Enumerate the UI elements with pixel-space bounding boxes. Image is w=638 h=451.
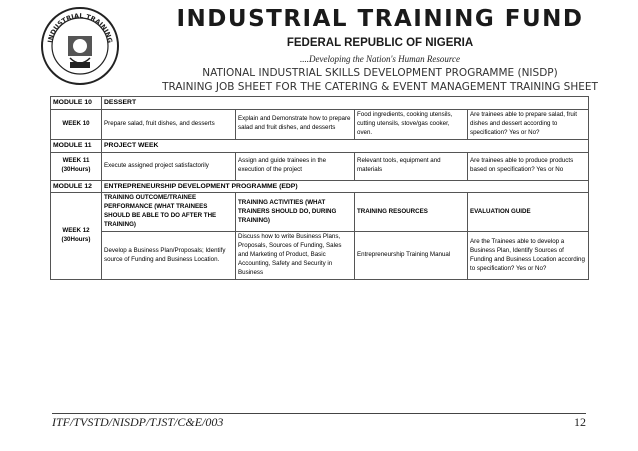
activities-cell: Assign and guide trainees in the execution of the project bbox=[236, 152, 355, 180]
week-row bbox=[51, 232, 589, 280]
week-cell bbox=[51, 152, 102, 180]
evaluation-cell: Are trainees able to prepare salad, fruit dishes and dessert according to specification? Yes or No? bbox=[468, 109, 589, 139]
outcome-header: TRAINING OUTCOME/TRAINEE PERFORMANCE (WHAT TRAINEES SHOULD BE ABLE TO DO AFTER THE TRAINING) bbox=[102, 193, 236, 232]
evaluation-cell: Are trainees able to produce products based on specification? Yes or No bbox=[468, 152, 589, 180]
page-subtitle: FEDERAL REPUBLIC OF NIGERIA bbox=[286, 37, 474, 49]
week-cell bbox=[51, 193, 102, 280]
resources-cell: Entrepreneurship Training Manual bbox=[355, 232, 468, 280]
svg-text:INDUSTRIAL TRAINING FUND: INDUSTRIAL TRAINING bbox=[46, 11, 114, 44]
module-label: MODULE 10 bbox=[51, 97, 102, 110]
footer-divider bbox=[52, 413, 586, 414]
week-label: WEEK 12 bbox=[62, 227, 90, 235]
page-motto: ....Developing the Nation's Human Resource bbox=[299, 54, 461, 64]
resources-header: TRAINING RESOURCES bbox=[355, 193, 468, 232]
resources-cell: Relevant tools, equipment and materials bbox=[355, 152, 468, 180]
activities-cell: Explain and Demonstrate how to prepare salad and fruit dishes, and desserts bbox=[236, 109, 355, 139]
page-number: 12 bbox=[574, 415, 586, 429]
module-title: PROJECT WEEK bbox=[102, 139, 589, 152]
module-title: ENTREPRENEURSHIP DEVELOPMENT PROGRAMME (EDP) bbox=[102, 180, 589, 193]
evaluation-cell: Are the Trainees able to develop a Business Plan, Identify Sources of Funding and Business Location according to specification? Yes or No? bbox=[468, 232, 589, 280]
outcome-cell: Prepare salad, fruit dishes, and desserts bbox=[102, 109, 236, 139]
module-row bbox=[51, 97, 589, 110]
week-label: WEEK 11 bbox=[62, 157, 90, 165]
resources-cell: Food ingredients, cooking utensils, cutting utensils, stove/gas cooker, oven. bbox=[355, 109, 468, 139]
module-label: MODULE 11 bbox=[51, 139, 102, 152]
week-label: WEEK 10 bbox=[51, 109, 102, 139]
programme-title: NATIONAL INDUSTRIAL SKILLS DEVELOPMENT PROGRAMME (NISDP) bbox=[202, 67, 558, 79]
week-row bbox=[51, 109, 589, 139]
week-hours: (30Hours) bbox=[61, 166, 91, 174]
itf-seal-logo bbox=[40, 6, 120, 86]
page-title: INDUSTRIAL TRAINING FUND bbox=[176, 6, 584, 32]
module-label: MODULE 12 bbox=[51, 180, 102, 193]
training-job-sheet-table bbox=[50, 96, 589, 280]
activities-cell: Discuss how to write Business Plans, Proposals, Sources of Funding, Sales and Marketing of Product, Basic Accounting, Safety and Security in Business bbox=[236, 232, 355, 280]
document-code: ITF/TVSTD/NISDP/TJST/C&E/003 bbox=[52, 415, 224, 429]
evaluation-header: EVALUATION GUIDE bbox=[468, 193, 589, 232]
module-row bbox=[51, 180, 589, 193]
module-title: DESSERT bbox=[102, 97, 589, 110]
module-row bbox=[51, 139, 589, 152]
outcome-cell: Execute assigned project satisfactorily bbox=[102, 152, 236, 180]
activities-header: TRAINING ACTIVITIES (WHAT TRAINERS SHOULD DO, DURING TRAINING) bbox=[236, 193, 355, 232]
week-hours: (30Hours) bbox=[61, 236, 91, 244]
outcome-cell: Develop a Business Plan/Proposals; Identify source of Funding and Business Location. bbox=[102, 232, 236, 280]
week-row bbox=[51, 152, 589, 180]
sheet-title: TRAINING JOB SHEET FOR THE CATERING & EVENT MANAGEMENT TRAINING SHEET bbox=[162, 81, 598, 93]
column-header-row bbox=[51, 193, 589, 232]
